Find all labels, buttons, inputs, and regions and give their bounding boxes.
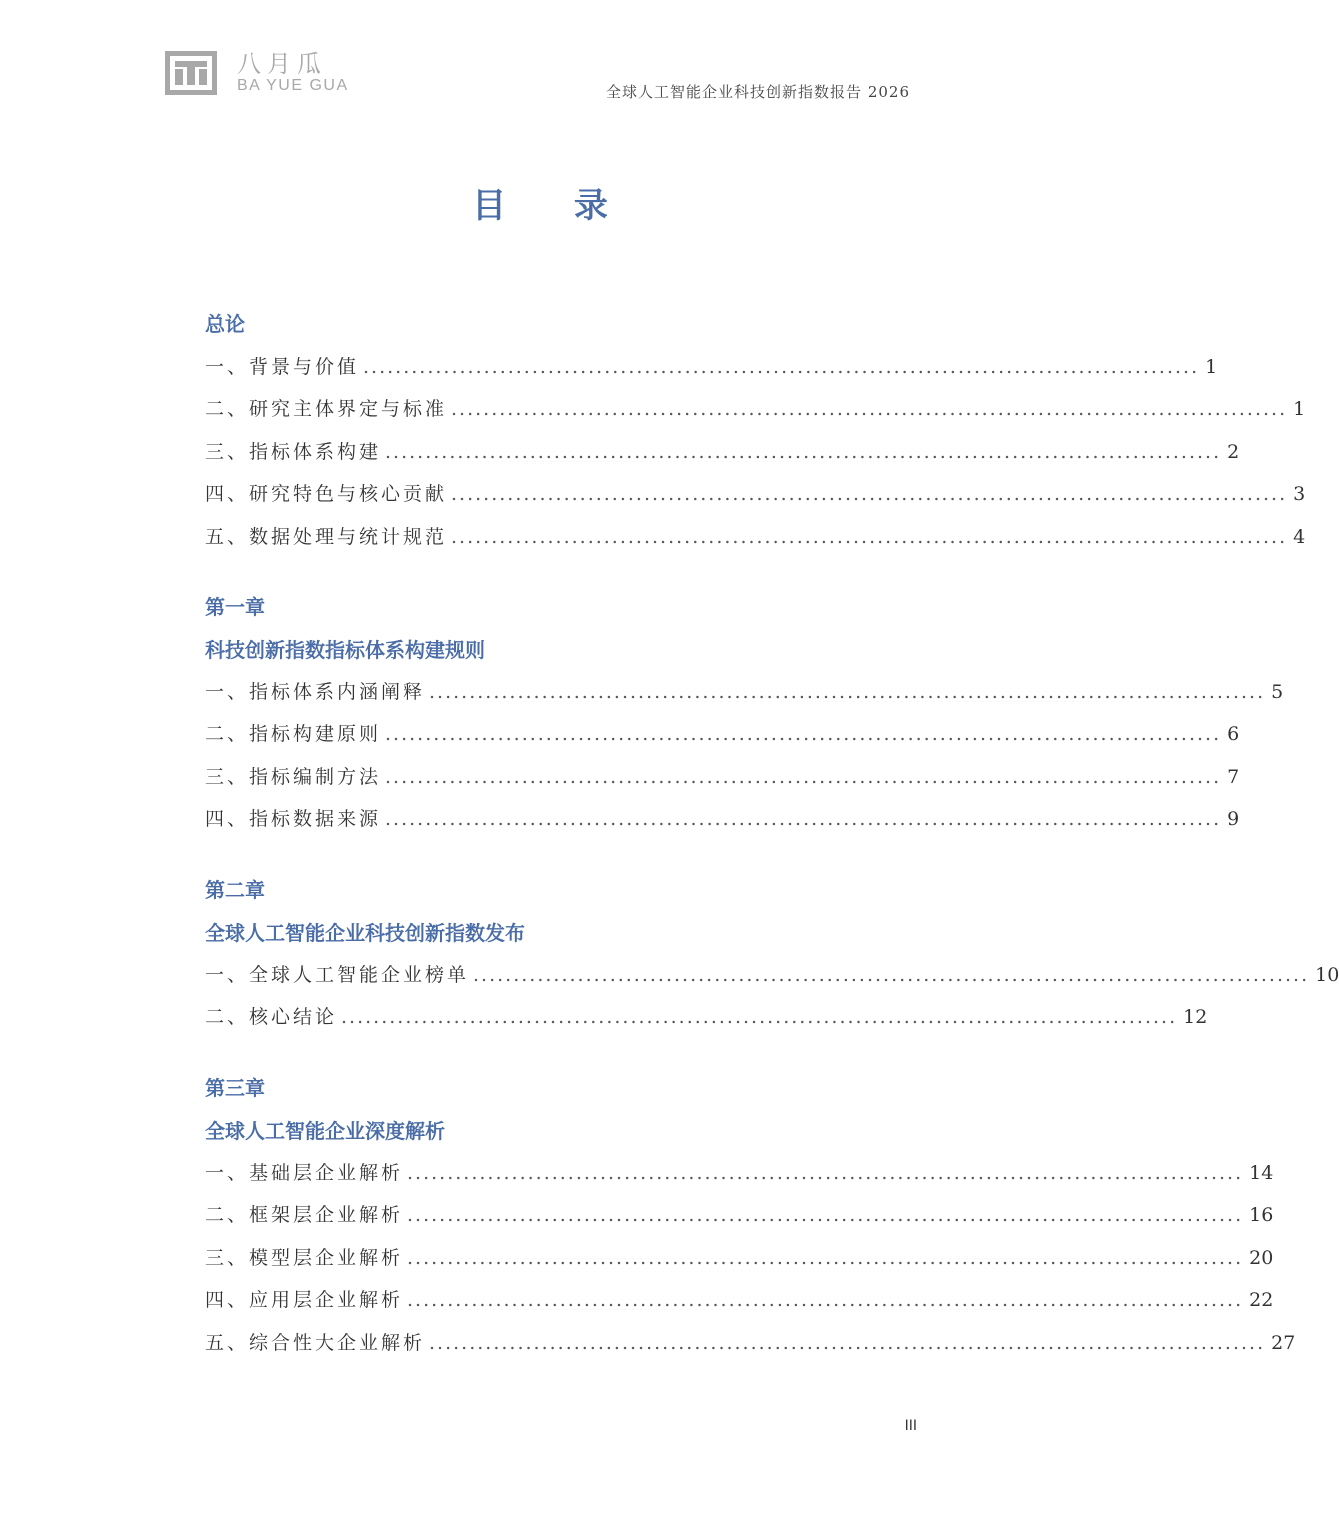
report-title: 全球人工智能企业科技创新指数报告 2026 bbox=[606, 83, 910, 101]
toc-entry-page: 22 bbox=[1249, 1289, 1274, 1311]
toc-entry-page: 3 bbox=[1293, 483, 1306, 505]
toc-entry-label: 三、指标体系构建 bbox=[205, 441, 382, 463]
chapter-heading: 第二章 bbox=[205, 878, 265, 902]
toc-entry-page: 1 bbox=[1293, 398, 1306, 420]
toc-entry[interactable] bbox=[205, 1158, 1274, 1185]
brand-logo bbox=[165, 51, 349, 95]
toc-entry-label: 一、指标体系内涵阐释 bbox=[205, 681, 426, 703]
toc-entry-page: 5 bbox=[1271, 681, 1284, 703]
logo-chinese-text: 八月瓜 bbox=[237, 50, 327, 78]
dot-leader: ........................................................................................................ bbox=[385, 441, 1222, 463]
chapter-subheading: 全球人工智能企业深度解析 bbox=[205, 1119, 445, 1143]
chapter-heading: 第一章 bbox=[205, 595, 265, 619]
toc-entry[interactable] bbox=[205, 677, 1284, 704]
dot-leader: ........................................................................................................ bbox=[385, 723, 1222, 745]
toc-entry[interactable] bbox=[205, 719, 1240, 746]
toc-entry-page: 7 bbox=[1227, 766, 1240, 788]
toc-entry-page: 6 bbox=[1227, 723, 1240, 745]
toc-entry[interactable] bbox=[205, 1002, 1208, 1029]
dot-leader: ........................................................................................................ bbox=[385, 766, 1222, 788]
dot-leader: ........................................................................................................ bbox=[451, 398, 1288, 420]
toc-entry-page: 14 bbox=[1249, 1162, 1274, 1184]
toc-entry-page: 4 bbox=[1293, 526, 1306, 548]
toc-entry-label: 一、全球人工智能企业榜单 bbox=[205, 964, 470, 986]
toc-entry[interactable] bbox=[205, 804, 1240, 831]
dot-leader: ........................................................................................................ bbox=[341, 1006, 1178, 1028]
toc-entry-label: 四、应用层企业解析 bbox=[205, 1289, 404, 1311]
logo-mark-icon bbox=[165, 51, 217, 95]
logo-english-text: BA YUE GUA bbox=[237, 77, 349, 94]
dot-leader: ........................................................................................................ bbox=[473, 964, 1310, 986]
toc-entry-label: 三、模型层企业解析 bbox=[205, 1247, 404, 1269]
dot-leader: ........................................................................................................ bbox=[407, 1247, 1244, 1269]
section-heading: 总论 bbox=[205, 312, 245, 336]
dot-leader: ........................................................................................................ bbox=[429, 681, 1266, 703]
toc-entry-label: 一、基础层企业解析 bbox=[205, 1162, 404, 1184]
page-number: III bbox=[904, 1418, 917, 1434]
dot-leader: ........................................................................................................ bbox=[363, 356, 1200, 378]
chapter-subheading: 科技创新指数指标体系构建规则 bbox=[205, 638, 485, 662]
toc-entry-label: 二、指标构建原则 bbox=[205, 723, 382, 745]
toc-title: 目 录 bbox=[472, 186, 636, 226]
toc-entry-page: 16 bbox=[1249, 1204, 1274, 1226]
toc-entry-label: 五、综合性大企业解析 bbox=[205, 1332, 426, 1354]
toc-entry[interactable] bbox=[205, 1285, 1274, 1312]
toc-entry[interactable] bbox=[205, 1328, 1296, 1355]
toc-entry[interactable] bbox=[205, 352, 1218, 379]
dot-leader: ........................................................................................................ bbox=[429, 1332, 1266, 1354]
toc-entry-label: 二、框架层企业解析 bbox=[205, 1204, 404, 1226]
toc-entry[interactable] bbox=[205, 960, 1339, 987]
toc-entry-label: 四、研究特色与核心贡献 bbox=[205, 483, 448, 505]
chapter-subheading: 全球人工智能企业科技创新指数发布 bbox=[205, 921, 525, 945]
toc-entry[interactable] bbox=[205, 762, 1240, 789]
toc-entry-page: 2 bbox=[1227, 441, 1240, 463]
chapter-heading: 第三章 bbox=[205, 1076, 265, 1100]
toc-entry[interactable] bbox=[205, 479, 1306, 506]
toc-entry[interactable] bbox=[205, 1200, 1274, 1227]
toc-entry-label: 五、数据处理与统计规范 bbox=[205, 526, 448, 548]
dot-leader: ........................................................................................................ bbox=[407, 1289, 1244, 1311]
toc-entry[interactable] bbox=[205, 394, 1306, 421]
toc-entry-label: 一、背景与价值 bbox=[205, 356, 360, 378]
toc-entry[interactable] bbox=[205, 437, 1240, 464]
toc-entry-label: 三、指标编制方法 bbox=[205, 766, 382, 788]
toc-entry-page: 1 bbox=[1205, 356, 1218, 378]
dot-leader: ........................................................................................................ bbox=[451, 526, 1288, 548]
toc-entry-page: 20 bbox=[1249, 1247, 1274, 1269]
toc-entry[interactable] bbox=[205, 522, 1306, 549]
toc-entry-page: 9 bbox=[1227, 808, 1240, 830]
toc-entry-page: 12 bbox=[1183, 1006, 1208, 1028]
toc-entry-label: 二、研究主体界定与标准 bbox=[205, 398, 448, 420]
toc-entry-label: 二、核心结论 bbox=[205, 1006, 338, 1028]
toc-entry-page: 27 bbox=[1271, 1332, 1296, 1354]
dot-leader: ........................................................................................................ bbox=[407, 1204, 1244, 1226]
toc-entry[interactable] bbox=[205, 1243, 1274, 1270]
toc-entry-page: 10 bbox=[1315, 964, 1339, 986]
dot-leader: ........................................................................................................ bbox=[385, 808, 1222, 830]
toc-entry-label: 四、指标数据来源 bbox=[205, 808, 382, 830]
dot-leader: ........................................................................................................ bbox=[451, 483, 1288, 505]
dot-leader: ........................................................................................................ bbox=[407, 1162, 1244, 1184]
